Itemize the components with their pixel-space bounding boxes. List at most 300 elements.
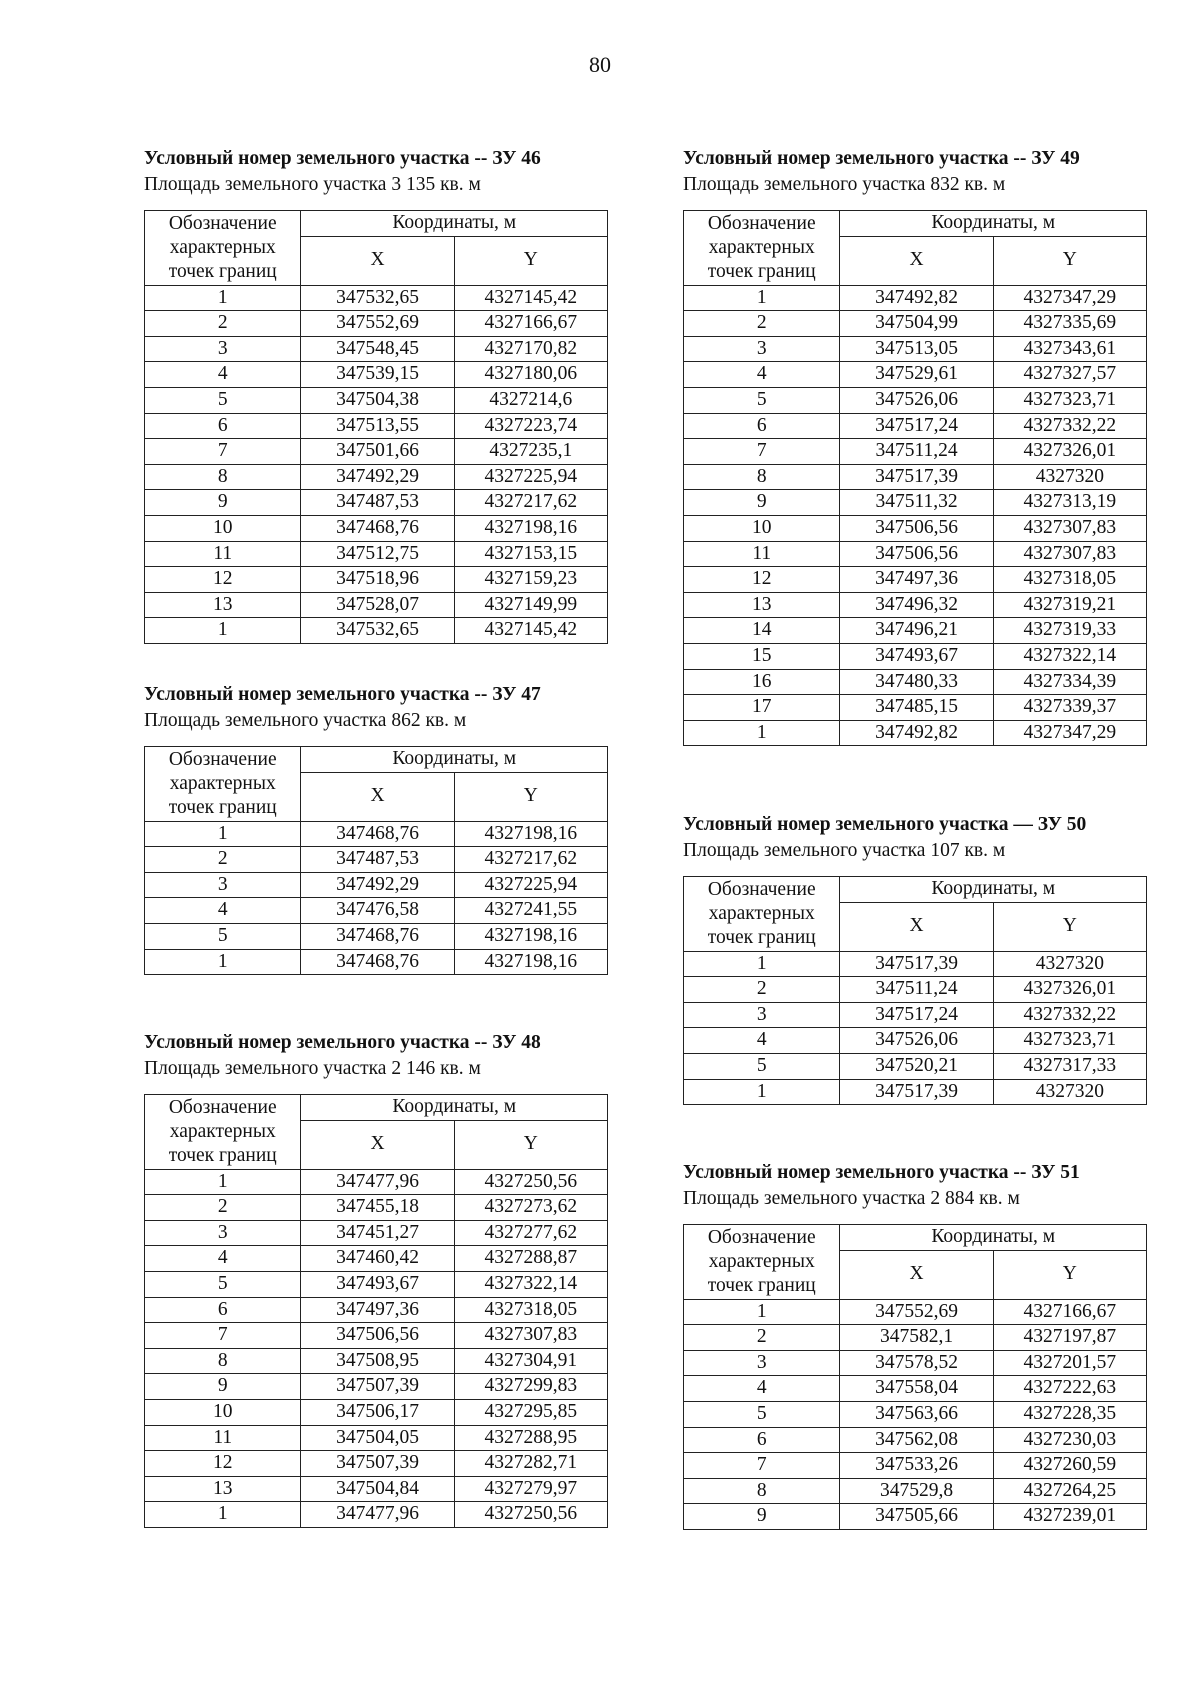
y-value: 4327322,14 — [454, 1271, 607, 1297]
point-number: 16 — [684, 669, 840, 695]
table-row — [145, 515, 608, 541]
designation-header-line: точек границ — [168, 797, 277, 818]
table-row — [684, 439, 1147, 465]
table-row — [145, 872, 608, 898]
designation-header-line: Обозначение — [707, 879, 816, 900]
y-value: 4327217,62 — [454, 847, 607, 873]
x-value: 347504,38 — [301, 387, 454, 413]
point-number: 8 — [145, 464, 301, 490]
point-number: 2 — [145, 847, 301, 873]
x-value: 347511,32 — [840, 490, 993, 516]
table-row — [145, 949, 608, 975]
x-header: X — [840, 902, 993, 951]
y-value: 4327319,21 — [993, 592, 1146, 618]
table-row — [684, 541, 1147, 567]
x-value: 347513,55 — [301, 413, 454, 439]
y-value: 4327277,62 — [454, 1220, 607, 1246]
point-number: 8 — [145, 1348, 301, 1374]
table-row — [145, 362, 608, 388]
x-value: 347496,32 — [840, 592, 993, 618]
y-value: 4327332,22 — [993, 1002, 1146, 1028]
point-number: 7 — [145, 1323, 301, 1349]
x-value: 347468,76 — [301, 949, 454, 975]
designation-header-line: точек границ — [707, 261, 816, 282]
y-header: Y — [993, 1250, 1146, 1299]
y-value: 4327225,94 — [454, 464, 607, 490]
table-row — [145, 898, 608, 924]
designation-header — [145, 747, 301, 822]
point-number: 6 — [684, 1427, 840, 1453]
y-value: 4327170,82 — [454, 336, 607, 362]
table-row — [145, 1348, 608, 1374]
table-row — [684, 567, 1147, 593]
y-value: 4327166,67 — [454, 311, 607, 337]
y-header: Y — [454, 236, 607, 285]
point-number: 2 — [684, 1325, 840, 1351]
point-number: 6 — [684, 413, 840, 439]
x-header: X — [301, 1120, 454, 1169]
x-value: 347526,06 — [840, 387, 993, 413]
table-row — [145, 592, 608, 618]
y-value: 4327299,83 — [454, 1374, 607, 1400]
y-value: 4327166,67 — [993, 1299, 1146, 1325]
section-title: Условный номер земельного участка -- ЗУ 49 — [683, 148, 1080, 169]
y-value: 4327214,6 — [454, 387, 607, 413]
point-number: 11 — [145, 1425, 301, 1451]
x-value: 347460,42 — [301, 1246, 454, 1272]
x-value: 347451,27 — [301, 1220, 454, 1246]
x-value: 347493,67 — [840, 643, 993, 669]
x-value: 347468,76 — [301, 923, 454, 949]
x-value: 347506,56 — [840, 515, 993, 541]
table-row — [145, 1220, 608, 1246]
table-row — [684, 643, 1147, 669]
point-number: 12 — [145, 567, 301, 593]
table-row — [684, 951, 1147, 977]
table-row — [145, 1195, 608, 1221]
y-value: 4327282,71 — [454, 1451, 607, 1477]
point-number: 3 — [684, 1350, 840, 1376]
table-row — [684, 977, 1147, 1003]
x-value: 347517,39 — [840, 951, 993, 977]
point-number: 10 — [145, 1399, 301, 1425]
point-number: 1 — [145, 949, 301, 975]
section-zu-51 — [683, 1160, 1147, 1530]
designation-header-line: Обозначение — [707, 1227, 816, 1248]
y-value: 4327323,71 — [993, 387, 1146, 413]
x-value: 347582,1 — [840, 1325, 993, 1351]
y-value: 4327288,87 — [454, 1246, 607, 1272]
point-number: 10 — [684, 515, 840, 541]
point-number: 5 — [684, 387, 840, 413]
x-value: 347485,15 — [840, 695, 993, 721]
x-value: 347497,36 — [301, 1297, 454, 1323]
y-value: 4327180,06 — [454, 362, 607, 388]
y-value: 4327159,23 — [454, 567, 607, 593]
y-value: 4327343,61 — [993, 336, 1146, 362]
point-number: 9 — [684, 490, 840, 516]
x-value: 347487,53 — [301, 490, 454, 516]
y-value: 4327250,56 — [454, 1502, 607, 1528]
point-number: 3 — [145, 336, 301, 362]
x-value: 347552,69 — [301, 311, 454, 337]
point-number: 9 — [684, 1504, 840, 1530]
coordinates-table — [683, 210, 1147, 746]
x-value: 347513,05 — [840, 336, 993, 362]
point-number: 3 — [145, 872, 301, 898]
point-number: 4 — [145, 362, 301, 388]
point-number: 1 — [684, 285, 840, 311]
y-value: 4327279,97 — [454, 1476, 607, 1502]
designation-header-line: точек границ — [707, 927, 816, 948]
y-value: 4327198,16 — [454, 821, 607, 847]
coordinates-table — [683, 1224, 1147, 1530]
section-area: Площадь земельного участка 862 кв. м — [144, 710, 467, 731]
y-value: 4327323,71 — [993, 1028, 1146, 1054]
point-number: 17 — [684, 695, 840, 721]
x-value: 347511,24 — [840, 977, 993, 1003]
section-area: Площадь земельного участка 107 кв. м — [683, 840, 1006, 861]
y-value: 4327339,37 — [993, 695, 1146, 721]
table-row — [684, 618, 1147, 644]
x-value: 347492,82 — [840, 720, 993, 746]
y-value: 4327230,03 — [993, 1427, 1146, 1453]
y-value: 4327273,62 — [454, 1195, 607, 1221]
x-value: 347539,15 — [301, 362, 454, 388]
table-row — [145, 490, 608, 516]
coordinates-header: Координаты, м — [840, 1225, 1147, 1251]
point-number: 8 — [684, 1478, 840, 1504]
y-value: 4327335,69 — [993, 311, 1146, 337]
x-value: 347562,08 — [840, 1427, 993, 1453]
point-number: 4 — [145, 898, 301, 924]
table-row — [684, 1325, 1147, 1351]
table-row — [145, 618, 608, 644]
point-number: 4 — [145, 1246, 301, 1272]
x-value: 347477,96 — [301, 1502, 454, 1528]
point-number: 7 — [145, 439, 301, 465]
x-value: 347533,26 — [840, 1453, 993, 1479]
table-row — [145, 1323, 608, 1349]
point-number: 4 — [684, 1376, 840, 1402]
designation-header-line: характерных — [169, 1121, 276, 1142]
table-row — [684, 1427, 1147, 1453]
point-number: 12 — [684, 567, 840, 593]
y-value: 4327332,22 — [993, 413, 1146, 439]
section-title: Условный номер земельного участка — ЗУ 50 — [683, 814, 1087, 835]
coordinates-table — [683, 876, 1147, 1105]
designation-header-line: Обозначение — [168, 749, 277, 770]
point-number: 9 — [145, 490, 301, 516]
y-value: 4327313,19 — [993, 490, 1146, 516]
x-value: 347552,69 — [840, 1299, 993, 1325]
table-row — [145, 1297, 608, 1323]
x-value: 347477,96 — [301, 1169, 454, 1195]
designation-header-line: характерных — [169, 773, 276, 794]
table-row — [145, 285, 608, 311]
point-number: 3 — [145, 1220, 301, 1246]
table-row — [684, 413, 1147, 439]
y-value: 4327223,74 — [454, 413, 607, 439]
table-row — [684, 669, 1147, 695]
table-row — [145, 567, 608, 593]
table-row — [684, 1028, 1147, 1054]
section-title: Условный номер земельного участка -- ЗУ 46 — [144, 148, 541, 169]
table-row — [684, 695, 1147, 721]
x-value: 347532,65 — [301, 618, 454, 644]
x-value: 347504,99 — [840, 311, 993, 337]
y-value: 4327347,29 — [993, 285, 1146, 311]
designation-header-line: характерных — [708, 1251, 815, 1272]
x-value: 347520,21 — [840, 1053, 993, 1079]
point-number: 1 — [145, 1502, 301, 1528]
point-number: 5 — [684, 1401, 840, 1427]
point-number: 14 — [684, 618, 840, 644]
table-row — [145, 1399, 608, 1425]
table-row — [145, 821, 608, 847]
section-zu-50 — [683, 812, 1147, 1105]
x-header: X — [840, 1250, 993, 1299]
x-value: 347492,82 — [840, 285, 993, 311]
y-value: 4327145,42 — [454, 285, 607, 311]
x-value: 347529,8 — [840, 1478, 993, 1504]
point-number: 1 — [684, 1079, 840, 1105]
section-zu-49 — [683, 146, 1147, 746]
designation-header-line: характерных — [169, 237, 276, 258]
point-number: 3 — [684, 336, 840, 362]
point-number: 1 — [145, 618, 301, 644]
table-row — [684, 1079, 1147, 1105]
point-number: 6 — [145, 1297, 301, 1323]
y-value: 4327201,57 — [993, 1350, 1146, 1376]
point-number: 12 — [145, 1451, 301, 1477]
table-row — [684, 1053, 1147, 1079]
table-row — [684, 515, 1147, 541]
table-row — [145, 847, 608, 873]
table-row — [684, 285, 1147, 311]
point-number: 1 — [145, 285, 301, 311]
designation-header-line: Обозначение — [168, 1097, 277, 1118]
coordinates-table — [144, 210, 608, 644]
section-area: Площадь земельного участка 2 884 кв. м — [683, 1188, 1020, 1209]
coordinates-header: Координаты, м — [840, 211, 1147, 237]
section-zu-47 — [144, 682, 608, 975]
y-value: 4327320 — [993, 1079, 1146, 1105]
x-value: 347501,66 — [301, 439, 454, 465]
y-header: Y — [454, 772, 607, 821]
x-value: 347506,56 — [840, 541, 993, 567]
designation-header — [684, 877, 840, 952]
x-value: 347506,17 — [301, 1399, 454, 1425]
designation-header-line: Обозначение — [707, 213, 816, 234]
point-number: 3 — [684, 1002, 840, 1028]
x-value: 347468,76 — [301, 821, 454, 847]
x-value: 347504,05 — [301, 1425, 454, 1451]
x-value: 347492,29 — [301, 872, 454, 898]
section-zu-48 — [144, 1030, 608, 1528]
y-value: 4327225,94 — [454, 872, 607, 898]
x-value: 347506,56 — [301, 1323, 454, 1349]
y-header: Y — [454, 1120, 607, 1169]
table-row — [684, 1376, 1147, 1402]
x-value: 347468,76 — [301, 515, 454, 541]
header-row — [145, 1095, 608, 1121]
y-value: 4327307,83 — [993, 515, 1146, 541]
point-number: 4 — [684, 362, 840, 388]
x-header: X — [301, 772, 454, 821]
point-number: 2 — [684, 311, 840, 337]
point-number: 9 — [145, 1374, 301, 1400]
designation-header — [145, 211, 301, 286]
table-row — [684, 720, 1147, 746]
x-value: 347558,04 — [840, 1376, 993, 1402]
table-row — [145, 1374, 608, 1400]
designation-header-line: характерных — [708, 237, 815, 258]
y-value: 4327347,29 — [993, 720, 1146, 746]
table-row — [145, 311, 608, 337]
x-value: 347496,21 — [840, 618, 993, 644]
point-number: 1 — [145, 821, 301, 847]
y-value: 4327153,15 — [454, 541, 607, 567]
table-row — [684, 1504, 1147, 1530]
y-value: 4327222,63 — [993, 1376, 1146, 1402]
table-row — [145, 1451, 608, 1477]
point-number: 5 — [684, 1053, 840, 1079]
point-number: 13 — [145, 1476, 301, 1502]
point-number: 7 — [684, 439, 840, 465]
y-value: 4327320 — [993, 951, 1146, 977]
x-value: 347493,67 — [301, 1271, 454, 1297]
y-value: 4327319,33 — [993, 618, 1146, 644]
point-number: 1 — [684, 720, 840, 746]
point-number: 11 — [684, 541, 840, 567]
point-number: 13 — [145, 592, 301, 618]
table-row — [684, 1478, 1147, 1504]
designation-header-line: характерных — [708, 903, 815, 924]
x-value: 347548,45 — [301, 336, 454, 362]
x-value: 347508,95 — [301, 1348, 454, 1374]
section-area: Площадь земельного участка 3 135 кв. м — [144, 174, 481, 195]
table-row — [145, 1246, 608, 1272]
y-value: 4327327,57 — [993, 362, 1146, 388]
y-value: 4327320 — [993, 464, 1146, 490]
x-value: 347563,66 — [840, 1401, 993, 1427]
table-row — [684, 1299, 1147, 1325]
table-row — [145, 1169, 608, 1195]
table-row — [684, 387, 1147, 413]
section-title: Условный номер земельного участка -- ЗУ 48 — [144, 1032, 541, 1053]
point-number: 5 — [145, 387, 301, 413]
y-value: 4327318,05 — [454, 1297, 607, 1323]
table-row — [684, 336, 1147, 362]
x-value: 347526,06 — [840, 1028, 993, 1054]
y-value: 4327317,33 — [993, 1053, 1146, 1079]
y-value: 4327198,16 — [454, 949, 607, 975]
designation-header-line: Обозначение — [168, 213, 277, 234]
table-row — [684, 362, 1147, 388]
designation-header-line: точек границ — [168, 1145, 277, 1166]
point-number: 5 — [145, 923, 301, 949]
x-header: X — [301, 236, 454, 285]
section-zu-46 — [144, 146, 608, 644]
table-row — [684, 1453, 1147, 1479]
point-number: 1 — [684, 951, 840, 977]
x-value: 347507,39 — [301, 1451, 454, 1477]
table-row — [684, 1350, 1147, 1376]
y-value: 4327198,16 — [454, 923, 607, 949]
x-value: 347487,53 — [301, 847, 454, 873]
x-value: 347476,58 — [301, 898, 454, 924]
section-title: Условный номер земельного участка -- ЗУ 51 — [683, 1162, 1080, 1183]
point-number: 1 — [145, 1169, 301, 1195]
y-value: 4327239,01 — [993, 1504, 1146, 1530]
x-value: 347511,24 — [840, 439, 993, 465]
x-value: 347518,96 — [301, 567, 454, 593]
designation-header-line: точек границ — [168, 261, 277, 282]
x-value: 347578,52 — [840, 1350, 993, 1376]
y-value: 4327198,16 — [454, 515, 607, 541]
table-row — [145, 387, 608, 413]
y-value: 4327228,35 — [993, 1401, 1146, 1427]
y-value: 4327197,87 — [993, 1325, 1146, 1351]
y-header: Y — [993, 902, 1146, 951]
x-value: 347529,61 — [840, 362, 993, 388]
table-row — [145, 923, 608, 949]
point-number: 2 — [684, 977, 840, 1003]
y-value: 4327307,83 — [454, 1323, 607, 1349]
point-number: 2 — [145, 311, 301, 337]
point-number: 10 — [145, 515, 301, 541]
table-row — [684, 311, 1147, 337]
y-value: 4327318,05 — [993, 567, 1146, 593]
y-value: 4327304,91 — [454, 1348, 607, 1374]
section-title: Условный номер земельного участка -- ЗУ 47 — [144, 684, 541, 705]
point-number: 7 — [684, 1453, 840, 1479]
x-header: X — [840, 236, 993, 285]
coordinates-table — [144, 746, 608, 975]
y-value: 4327145,42 — [454, 618, 607, 644]
point-number: 13 — [684, 592, 840, 618]
table-row — [145, 413, 608, 439]
y-value: 4327235,1 — [454, 439, 607, 465]
x-value: 347504,84 — [301, 1476, 454, 1502]
y-value: 4327217,62 — [454, 490, 607, 516]
table-row — [145, 464, 608, 490]
point-number: 2 — [145, 1195, 301, 1221]
y-value: 4327149,99 — [454, 592, 607, 618]
table-row — [145, 1271, 608, 1297]
table-row — [684, 464, 1147, 490]
coordinates-header: Координаты, м — [840, 877, 1147, 903]
point-number: 1 — [684, 1299, 840, 1325]
y-value: 4327250,56 — [454, 1169, 607, 1195]
coordinates-header: Координаты, м — [301, 1095, 608, 1121]
y-value: 4327264,25 — [993, 1478, 1146, 1504]
header-row — [684, 211, 1147, 237]
x-value: 347480,33 — [840, 669, 993, 695]
x-value: 347517,24 — [840, 1002, 993, 1028]
designation-header — [145, 1095, 301, 1170]
point-number: 4 — [684, 1028, 840, 1054]
y-value: 4327260,59 — [993, 1453, 1146, 1479]
coordinates-table — [144, 1094, 608, 1528]
section-area: Площадь земельного участка 2 146 кв. м — [144, 1058, 481, 1079]
page-number: 80 — [589, 52, 611, 77]
point-number: 15 — [684, 643, 840, 669]
y-value: 4327288,95 — [454, 1425, 607, 1451]
y-value: 4327241,55 — [454, 898, 607, 924]
table-row — [145, 336, 608, 362]
